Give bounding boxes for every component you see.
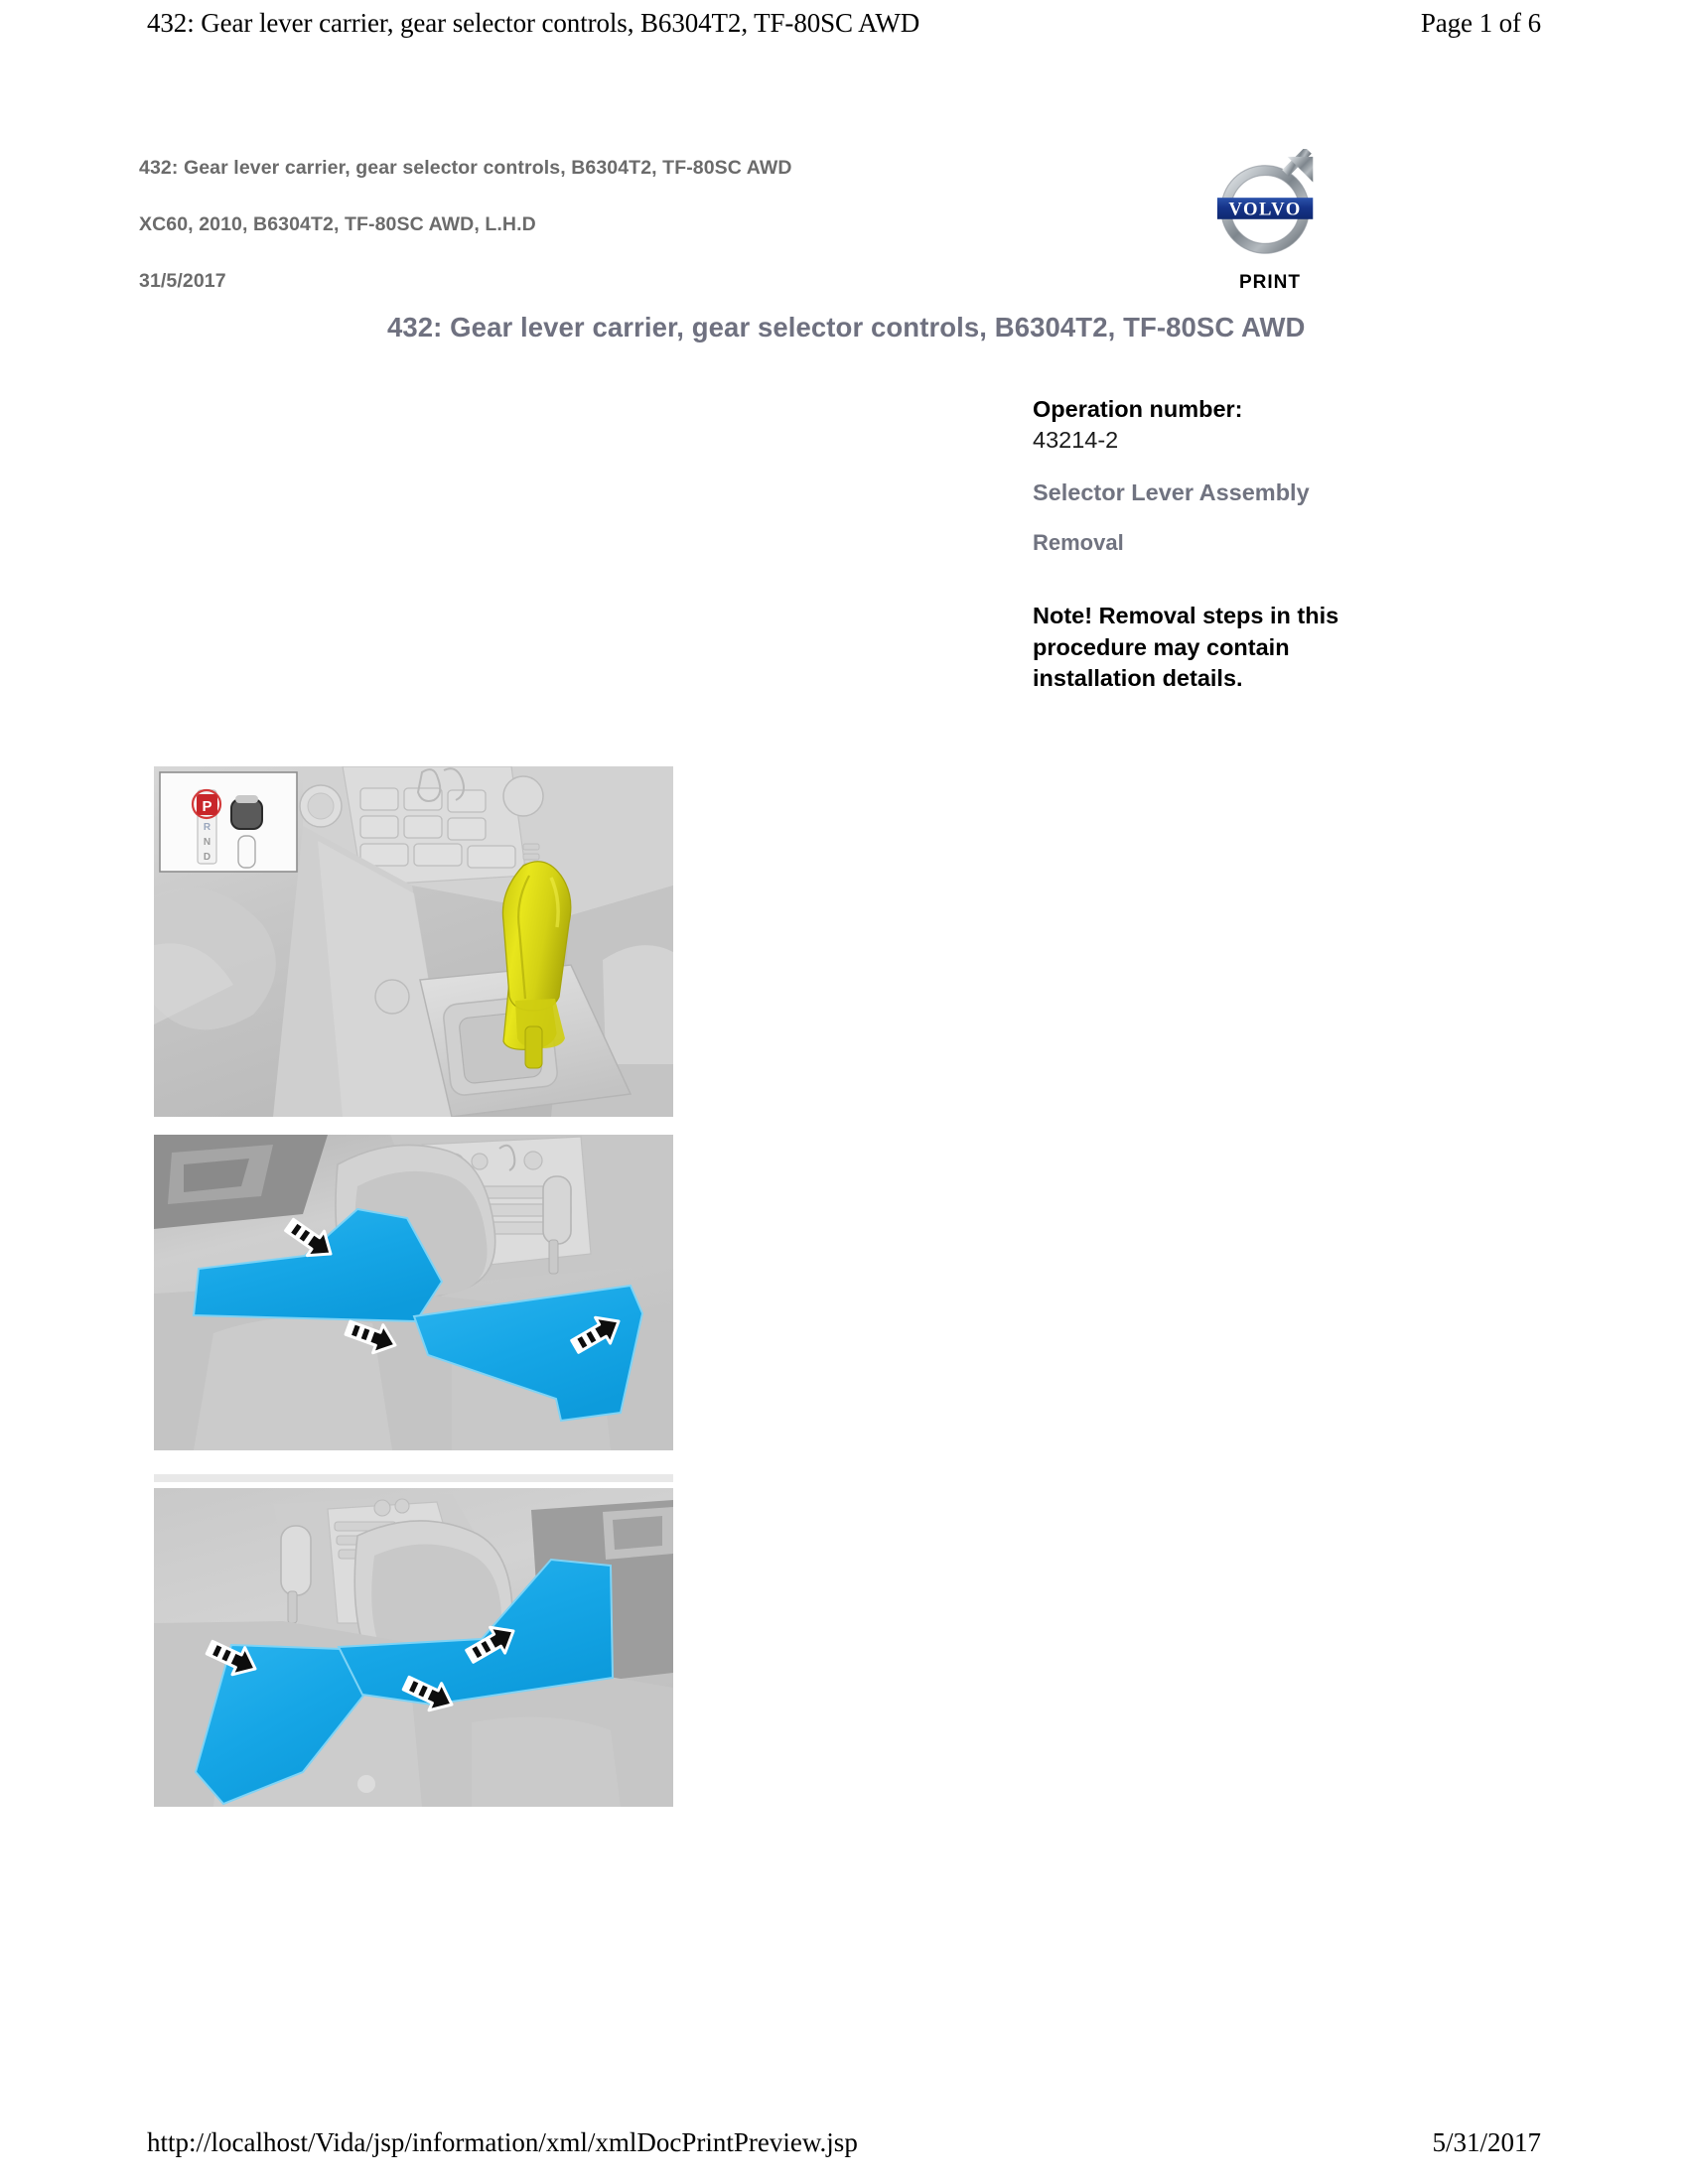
- procedure-name: Removal: [1033, 530, 1124, 555]
- volvo-wordmark: VOLVO: [1228, 199, 1302, 220]
- svg-text:N: N: [203, 837, 211, 848]
- component-name: Selector Lever Assembly: [1033, 478, 1310, 505]
- gear-lever-carrier-trim-right-figure: [154, 1474, 673, 1807]
- operation-info-panel: [1033, 395, 1400, 694]
- volvo-logo: [1211, 149, 1329, 266]
- svg-text:D: D: [203, 852, 211, 863]
- meta-document-title: 432: Gear lever carrier, gear selector controls, B6304T2, TF-80SC AWD: [139, 157, 792, 179]
- print-footer-date: 5/31/2017: [1432, 2127, 1541, 2157]
- gear-lever-console-figure: [154, 766, 673, 1117]
- svg-text:R: R: [203, 822, 211, 833]
- meta-date: 31/5/2017: [139, 270, 226, 292]
- print-footer-url: http://localhost/Vida/jsp/information/xml/xmlDocPrintPreview.jsp: [147, 2127, 858, 2157]
- operation-number-value: 43214-2: [1033, 427, 1119, 454]
- gear-lever-carrier-trim-left-figure: [154, 1135, 673, 1450]
- page-title: 432: Gear lever carrier, gear selector controls, B6304T2, TF-80SC AWD: [387, 312, 1306, 342]
- svg-text:P: P: [202, 798, 212, 815]
- meta-vehicle: XC60, 2010, B6304T2, TF-80SC AWD, L.H.D: [139, 213, 536, 235]
- print-footer: [147, 2127, 1541, 2158]
- brand-block: [1196, 149, 1344, 294]
- print-label: PRINT: [1239, 272, 1301, 293]
- document-meta: [139, 157, 1072, 293]
- procedure-note: Note! Removal steps in this procedure may contain installation details.: [1033, 603, 1339, 691]
- print-header-page-indicator: Page 1 of 6: [1420, 8, 1541, 38]
- gear-lever-console-illustration: [154, 766, 673, 1117]
- trim-panel-left-illustration: [154, 1135, 673, 1450]
- operation-number-label: Operation number:: [1033, 396, 1243, 422]
- print-header-title: 432: Gear lever carrier, gear selector controls, B6304T2, TF-80SC AWD: [147, 8, 920, 38]
- gear-position-indicator-inset: [160, 772, 297, 872]
- trim-panel-right-illustration: [154, 1474, 673, 1807]
